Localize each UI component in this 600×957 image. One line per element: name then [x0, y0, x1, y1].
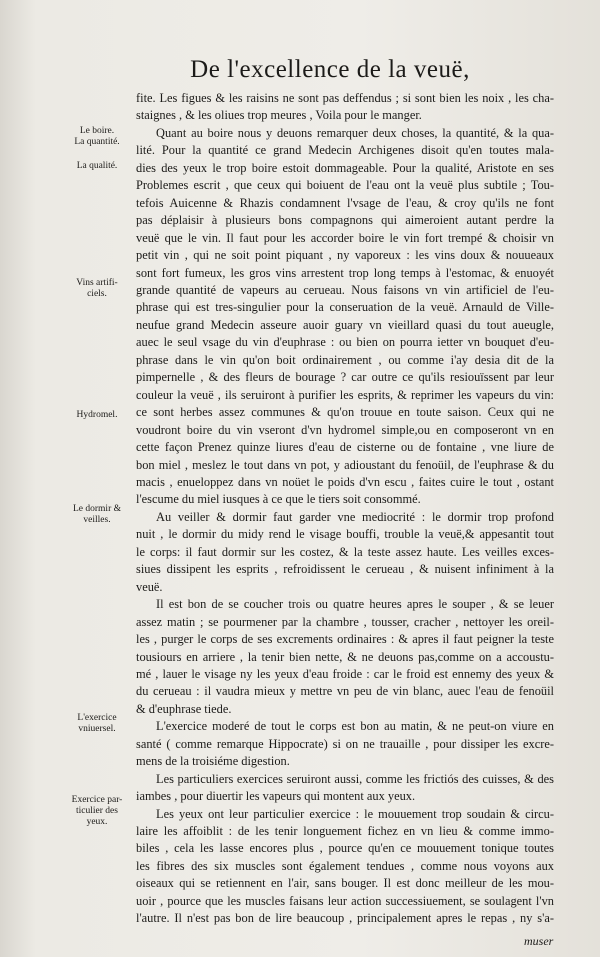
margin-note-line: yeux. [86, 817, 108, 827]
text-line: veuë que le vin. Il faut pour les accorder boire le vin fort trempé & choisir vn [136, 230, 554, 245]
text-line: l'autre. Il n'est pas bon de lire beaucoup , principalement apres le repas , ny s'a- [136, 911, 554, 926]
margin-note-line: L'exercice [77, 713, 117, 723]
text-line: phrase dans le vin qu'on boit ordinairement , ou comme i'ay desia dit de la [136, 352, 554, 367]
text-line: biles , cela les lasse encores plus , pource qu'en ce mouuement tonique toutes [136, 841, 554, 856]
margin-note-line: Vins artifi- [76, 278, 118, 288]
text-line: grande quantité de vapeurs au cerueau. Nous faisons vn vin artificiel de l'eu- [136, 282, 554, 297]
text-line: Les yeux ont leur particulier exercice : le mouuement trop soudain & circu- [156, 806, 554, 821]
text-line: bon miel , meslez le tout dans vn pot, y adioustant du fenoüil, de l'euphrase & du [136, 457, 554, 472]
margin-note-line: Le dormir & [72, 504, 121, 514]
body-text [136, 90, 554, 928]
margin-note-line: veilles. [83, 515, 111, 525]
margin-note-line: La quantité. [74, 137, 120, 147]
text-line: voudront boire du vin vseront d'vn hydromel simple,ou en composeront vn en [136, 422, 554, 437]
text-line: Les particuliers exercices seruiront aussi, comme les frictiós des cuisses, & des [156, 771, 554, 786]
text-line: laire les affoiblit : de les tenir longuement fichez en vn lieu & comme immo- [136, 824, 554, 839]
text-line: les fibres des six muscles sont également tendues , comme nous voyons aux [136, 858, 554, 873]
catchword: muser [524, 934, 554, 948]
text-line: siues dissipent les esprits , refroidissent le cerueau , & nuisent infiniment à la [136, 562, 554, 577]
margin-note-line: vniuersel. [78, 724, 116, 734]
text-line: du cerueau : il vaudra mieux y mettre vn peu de vin blanc, auec l'eau de fenoüil [136, 684, 554, 699]
text-line: tefois Auicenne & Rhazis condamnent l'vsage de l'eau, & croy qu'ils ne font [136, 195, 554, 210]
text-line: macis , enueloppez dans vn noüet le poids d'vn escu , faites cuire le tout , ostant [136, 474, 554, 489]
text-line: santé ( comme remarque Hippocrate) si on ne trauaille , pour dissiper les excre- [136, 736, 554, 751]
text-line: nuit , le dormir du midy rend le visage bouffi, trouble la veuë,& appesantit tout [136, 527, 554, 542]
text-line: tousiours en arriere , la tenir bien nette, & ne deuons pas,comme on a accoustu- [136, 649, 554, 664]
text-line: phrase qui est tres-singulier pour la conseruation de la veuë. Arnauld de Ville- [136, 300, 554, 315]
text-line: les , purger le corps de ses excrements ordinaires : & apres il faut peigner la teste [136, 632, 554, 647]
text-line: auec le seul vsage du vin d'euphrase : ou bien on pourra ietter vn bouquet d'eu- [136, 335, 554, 350]
text-line: assez matin ; se pourmener par la chambre , tousser, cracher , nettoyer les oreil- [136, 614, 554, 629]
text-line: Quant au boire nous y deuons remarquer deux choses, la quantité, & la qua- [156, 125, 554, 140]
text-line: neufue grand Medecin asseure auoir guary vn vieillard quasi du tout aueugle, [136, 317, 554, 332]
margin-note-exercice-yeux [60, 795, 134, 828]
text-line: ce sont herbes assez communes & qu'on trouue en toute saison. Ceux qui ne [136, 405, 554, 420]
text-line: dies des yeux le trop boire estoit dommageable. Pour la qualité, Aristote en ses [136, 160, 554, 175]
text-line: mens de la troisiéme digestion. [136, 754, 290, 769]
text-line: veuë. [136, 579, 163, 594]
text-line: couleur la veuë , ils seruiront à purifier les esprits, & reprimer les vapeurs du vin: [136, 387, 554, 402]
text-line: l'escume du miel iusques à ce que le tiers soit consommé. [136, 492, 421, 507]
text-line: mé , lauer le visage ny les yeux d'eau froide : car le froid est ennemy des yeux & [136, 666, 554, 681]
margin-note-line: ciels. [87, 289, 107, 299]
text-line: staignes , & les oliues trop meures , Voila pour le manger. [136, 108, 422, 123]
margin-note-line: Exercice par- [71, 795, 123, 805]
text-line: pas déplaisir à plusieurs bons compagnons qui aimeroient autant perdre la [136, 213, 554, 228]
text-line: Il est bon de se coucher trois ou quatre heures apres le souper , & se leuer [156, 597, 554, 612]
text-line: pimpernelle , & des fleurs de bourage ? car outre ce qu'ils resiouïssent par leur [136, 370, 554, 385]
margin-note-dormir [60, 504, 134, 526]
text-line: iambes , pour diuertir les vapeurs qui montent aux yeux. [136, 789, 416, 804]
text-line: le corps: il faut dormir sur les costez, & la teste assez haute. Les veilles exces- [136, 544, 554, 559]
margin-note-hydromel [60, 410, 134, 421]
text-line: Problemes escrit , que ceux qui boiuent de l'eau ont la veuë plus subtile ; Tou- [136, 178, 554, 193]
margin-note-boire [60, 126, 134, 148]
text-line: oiseaux qui se retiennent en l'air, sans bouger. Il est donc meilleur de les mou- [136, 876, 554, 891]
margin-note-vins [60, 278, 134, 300]
text-line: Au veiller & dormir faut garder vne mediocrité : le dormir trop profond [156, 509, 554, 524]
text-line: & d'euphrase tiede. [136, 701, 232, 716]
text-line: L'exercice moderé de tout le corps est bon au matin, & ne peut-on viure en [156, 719, 554, 734]
text-line: petit vin , qui ne soit point piquant , ny vaporeux : les vins doux & nouueaux [136, 248, 554, 263]
text-line: lité. Pour la quantité ce grand Medecin Archigenes disoit qu'en toutes mala- [136, 143, 554, 158]
margin-note-line: ticulier des [76, 806, 118, 816]
margin-note-line: Le boire. [79, 126, 115, 136]
margin-note-exercice [60, 713, 134, 735]
text-line: sont fort fumeux, les gros vins arrestent trop long temps à l'estomac, & enuoyét [136, 265, 554, 280]
margin-note-line: Hydromel. [76, 410, 118, 420]
text-line: fite. Les figues & les raisins ne sont pas deffendus ; si sont bien les noix , les cha- [136, 91, 554, 105]
text-line: uoir , pource que les muscles faisans leur action successiuement, se soulagent l'vn [136, 893, 554, 908]
margin-note-line: La qualité. [76, 161, 118, 171]
text-line: cette façon Prenez quinze liures d'eau de cisterne ou de fontaine , vne liure de [136, 440, 554, 455]
margin-note-qualite [60, 161, 134, 172]
running-title: De l'excellence de la veuë, [190, 56, 470, 83]
